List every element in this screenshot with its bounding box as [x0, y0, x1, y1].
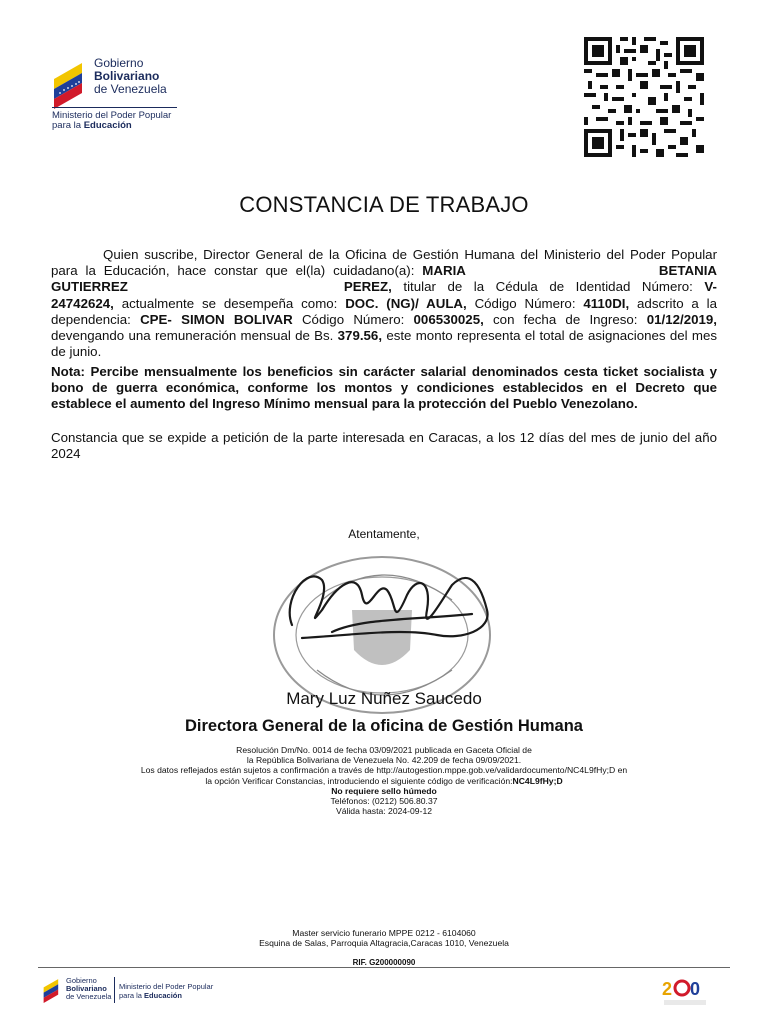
- footer-ministry-logo: [42, 975, 232, 1007]
- footer-divider: [38, 967, 730, 968]
- footer-address: Master servicio funerario MPPE 0212 - 6104060 Esquina de Salas, Parroquia Altagracia,Caracas 1010, Venezuela: [259, 928, 509, 949]
- logo-wordmark: Gobierno Bolivariano de Venezuela: [94, 56, 167, 96]
- verification-code: NC4L9fHy;D: [512, 775, 563, 786]
- benefits-note: Nota: Percibe mensualmente los beneficios sin carácter salarial denominados cesta ticket socialista y bono de guerra económica, conforme los montos y condiciones establecidos en el Decreto que establece el aumento del Ingreso Mínimo mensual para la protección del Pueblo Venezolano.: [51, 364, 717, 412]
- dependency-name: CPE- SIMON BOLIVAR: [140, 311, 293, 327]
- venezuela-flag-icon: [52, 59, 92, 109]
- verification-info: Resolución Dm/No. 0014 de fecha 03/09/2021 publicada en Gaceta Oficial de la República Bolivariana de Venezuela No. 42.209 de fecha 09/09/2021. Los datos reflejados están sujetos a confirmación a través de http://autogestion.mppe.gob.ve/validardocumento/NC4L9fHy;D en la opción Verificar Constancias, introduciendo el siguiente código de verificación:NC4L9fHy;D No requiere sello húmedo Teléfonos: (0212) 506.80.37 Válida hasta: 2024-09-12: [0, 745, 768, 816]
- valid-until: Válida hasta: 2024-09-12: [335, 806, 433, 817]
- dependency-code: 006530025,: [413, 311, 484, 327]
- bicentennial-logo-icon: [660, 975, 710, 1009]
- footer-logo-wordmark: Gobierno Bolivariano de Venezuela: [66, 976, 112, 1001]
- qr-code-icon: [580, 33, 708, 161]
- signer-name: Mary Luz Nuñez Saucedo: [286, 689, 482, 708]
- closing-salutation: Atentamente,: [348, 527, 420, 541]
- signer-role: Directora General de la oficina de Gestión Humana: [185, 717, 583, 735]
- svg-text:0: 0: [690, 979, 701, 999]
- document-title: CONSTANCIA DE TRABAJO: [239, 192, 529, 217]
- footer-logo-ministry: Ministerio del Poder Popular para la Educación: [119, 982, 214, 1000]
- rif-number: RIF. G200000090: [352, 958, 416, 967]
- employee-last-name: PEREZ,: [343, 279, 392, 295]
- venezuela-flag-icon: [42, 977, 64, 1003]
- hire-date: 01/12/2019,: [646, 311, 717, 327]
- ministry-logo: [52, 55, 212, 135]
- job-position: DOC. (NG)/ AULA,: [345, 295, 467, 311]
- issuance-statement: Constancia que se expide a petición de la parte interesada en Caracas, a los 12 días del mes de junio del año 2024: [51, 430, 717, 462]
- logo-ministry-name: Ministerio del Poder Popular para la Educación: [52, 110, 172, 131]
- verification-url-text: Los datos reflejados están sujetos a confirmación a través de http://autogestion.mppe.gob.ve/validardocumento/NC4L9fHy;D en: [140, 765, 628, 776]
- logo-divider: [52, 107, 177, 108]
- cedula-number: V-24742624,: [51, 279, 717, 311]
- position-code: 4110DI,: [583, 295, 630, 311]
- footer-logo-separator: [114, 977, 115, 1003]
- employee-first-name: MARIA: [422, 263, 466, 279]
- certification-paragraph: Quien suscribe, Director General de la Oficina de Gestión Humana del Ministerio del Poder Popular para la Educación, hace constar que el(la) cuidadano(a): MARIA BETANIA GUTIERREZ PEREZ, titular de la Cédula de Identidad Número: V-24742624, actualmente se desempeña como: DOC. (NG)/ AULA, Código Número: 4110DI, adscrito a la dependencia: CPE- SIMON BOLIVAR Código Número: 006530025, con fecha de Ingreso: 01/12/2019, devengando una remuneración mensual de Bs. 379.56, este monto representa el total de asignaciones del mes de junio.: [51, 247, 717, 360]
- employee-middle-name: BETANIA GUTIERREZ: [51, 263, 717, 295]
- svg-text:2: 2: [662, 979, 673, 999]
- salary-amount: 379.56,: [337, 328, 383, 344]
